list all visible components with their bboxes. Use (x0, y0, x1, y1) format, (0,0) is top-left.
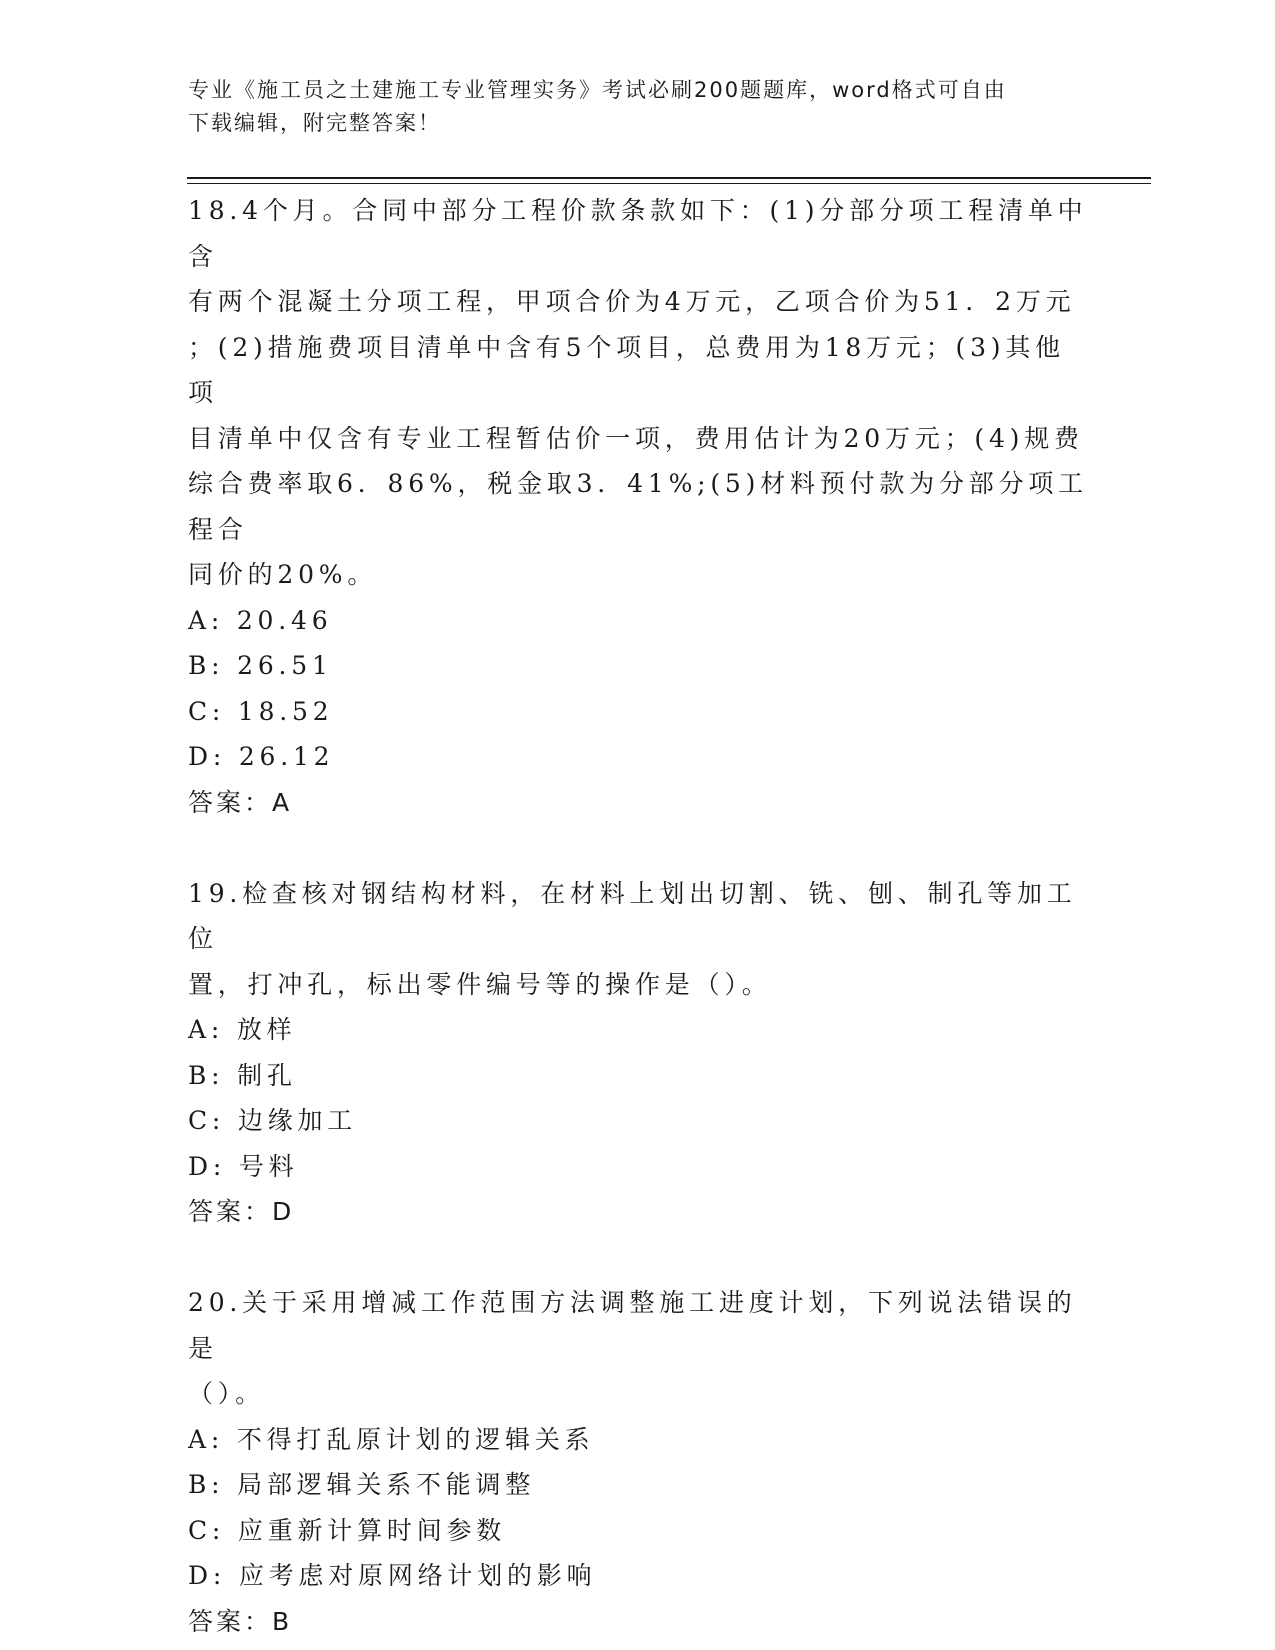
option-a: A: 放样 (188, 1015, 297, 1044)
stem-line: 有两个混凝土分项工程，甲项合价为4万元，乙项合价为51．2万元 (188, 287, 1076, 316)
header-line-2: 下载编辑，附完整答案！ (188, 111, 441, 135)
stem-line: 20.关于采用增减工作范围方法调整施工进度计划，下列说法错误的是 (188, 1288, 1077, 1363)
answer-line: 答案：B (188, 1606, 293, 1636)
stem-line: 18.4个月。合同中部分工程价款条款如下：(1)分部分项工程清单中含 (188, 196, 1088, 271)
header-line-1: 专业《施工员之土建施工专业管理实务》考试必刷200题题库，word格式可自由 (188, 78, 1007, 102)
question-stem (188, 188, 1088, 598)
header-divider-thin (187, 183, 1151, 184)
question-stem (188, 871, 1088, 1008)
document-header (188, 74, 1068, 140)
option-d: D: 应考虑对原网络计划的影响 (188, 1561, 597, 1590)
stem-line: ；(2)措施费项目清单中含有5个项目，总费用为18万元；(3)其他项 (188, 332, 1065, 407)
question-list (188, 188, 1088, 1644)
header-divider-thick (187, 177, 1151, 179)
option-c: C: 边缘加工 (188, 1106, 358, 1135)
option-d: D: 26.12 (188, 742, 335, 771)
stem-line: （）。 (188, 1379, 265, 1408)
option-c: C: 应重新计算时间参数 (188, 1515, 507, 1545)
question-block-19 (188, 871, 1088, 1235)
option-c: C: 18.52 (188, 696, 334, 726)
stem-line: 综合费率取6．86%，税金取3．41%;(5)材料预付款为分部分项工程合 (188, 469, 1088, 544)
option-a: A: 20.46 (188, 605, 333, 635)
stem-line: 19.检查核对钢结构材料，在材料上划出切割、铣、刨、制孔等加工位 (188, 878, 1077, 953)
option-b: B: 局部逻辑关系不能调整 (188, 1470, 536, 1499)
option-a: A: 不得打乱原计划的逻辑关系 (188, 1424, 595, 1454)
stem-line: 目清单中仅含有专业工程暂估价一项，费用估计为20万元；(4)规费 (188, 423, 1084, 453)
option-b: B: 26.51 (188, 651, 333, 680)
question-stem (188, 1280, 1088, 1417)
question-block-20 (188, 1280, 1088, 1644)
stem-line: 同价的20%。 (188, 560, 378, 589)
answer-line: 答案：A (188, 787, 293, 817)
question-block-18 (188, 188, 1088, 825)
option-d: D: 号料 (188, 1151, 299, 1181)
stem-line: 置，打冲孔，标出零件编号等的操作是（）。 (188, 969, 772, 999)
option-b: B: 制孔 (188, 1060, 297, 1090)
answer-line: 答案：D (188, 1197, 295, 1226)
